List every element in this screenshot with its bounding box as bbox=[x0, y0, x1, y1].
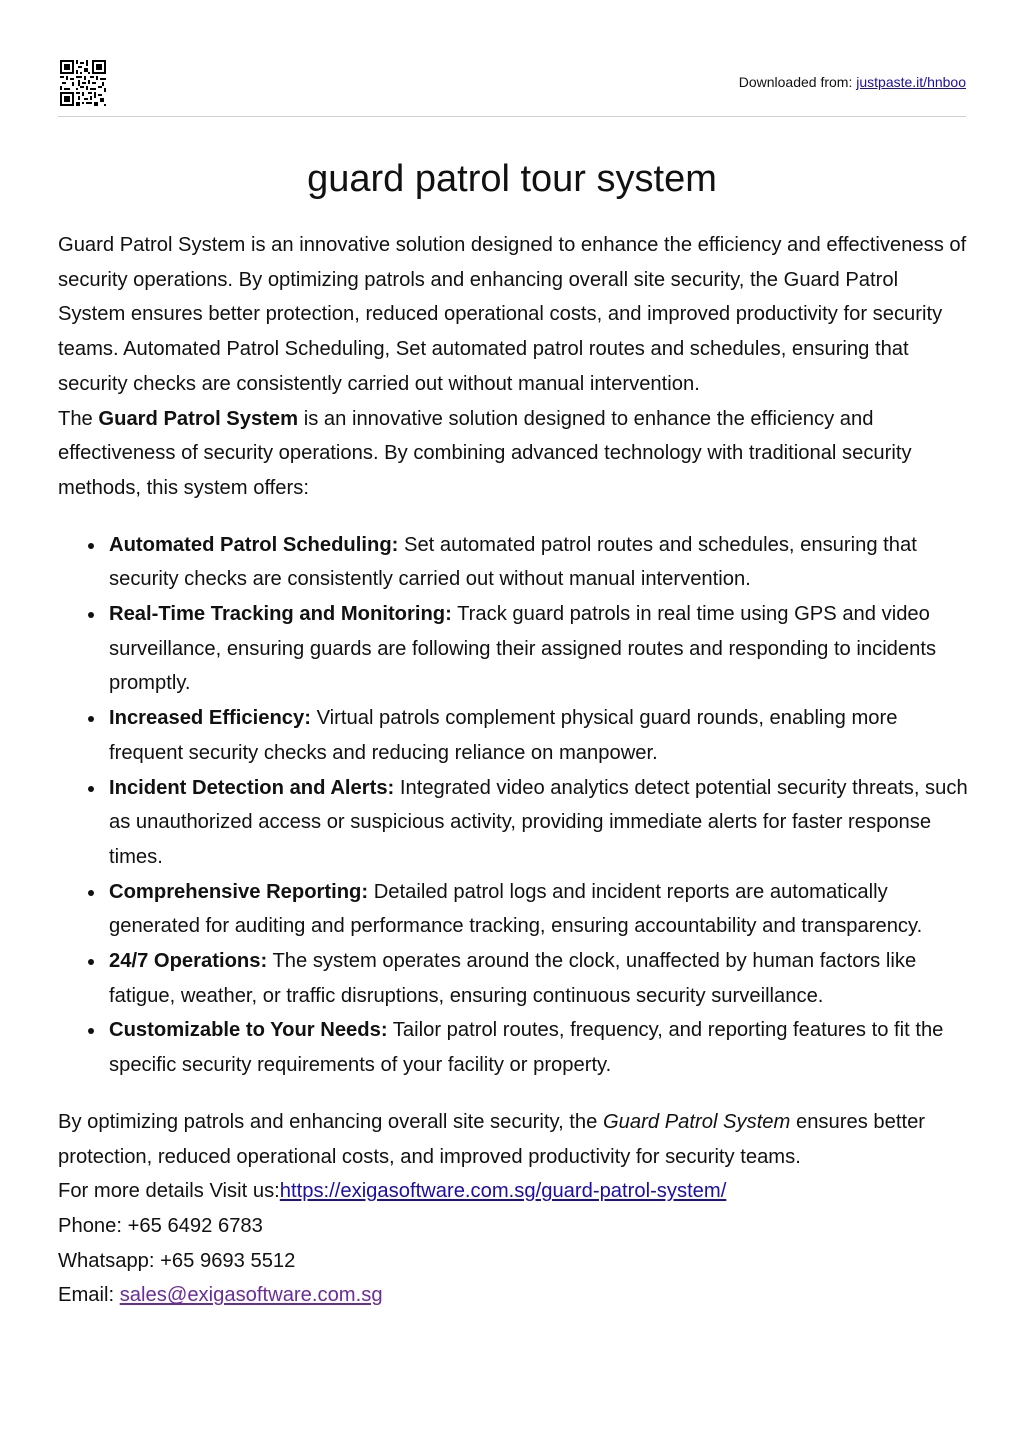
feature-title: Real-Time Tracking and Monitoring: bbox=[109, 603, 452, 626]
conclusion-paragraph bbox=[58, 1105, 970, 1174]
feature-title: Automated Patrol Scheduling: bbox=[109, 533, 399, 556]
list-item bbox=[109, 597, 970, 701]
feature-text: Tailor patrol routes, frequency, and reporting features to fit the specific security requirements of your facility or property. bbox=[109, 1019, 944, 1077]
page-header bbox=[58, 60, 966, 117]
intro-paragraph: Guard Patrol System is an innovative solution designed to enhance the efficiency and effectiveness of security operations. By optimizing patrols and enhancing overall site security, the Guard Patrol System ensures better protection, reduced operational costs, and improved productivity for security teams. Automated Patrol Scheduling, Set automated patrol routes and schedules, ensuring that security checks are consistently carried out without manual intervention. bbox=[58, 234, 967, 395]
overview-prefix: The bbox=[58, 407, 99, 430]
feature-title: Customizable to Your Needs: bbox=[109, 1019, 388, 1042]
qr-code-icon bbox=[60, 60, 106, 106]
details-line bbox=[58, 1174, 970, 1209]
downloaded-label: Downloaded from: bbox=[738, 74, 853, 90]
download-source bbox=[739, 74, 966, 90]
list-item bbox=[109, 944, 970, 1013]
list-item bbox=[109, 701, 970, 770]
conclusion-italic: Guard Patrol System bbox=[602, 1110, 791, 1133]
list-item bbox=[109, 1013, 970, 1082]
list-item bbox=[109, 771, 970, 875]
feature-title: 24/7 Operations: bbox=[109, 950, 268, 973]
article-body bbox=[58, 228, 970, 1313]
feature-text: Set automated patrol routes and schedules, ensuring that security checks are consistently carried out without manual intervention. bbox=[109, 533, 917, 591]
email-label: Email: bbox=[58, 1284, 120, 1307]
page-title: guard patrol tour system bbox=[307, 158, 717, 200]
details-label: For more details Visit us: bbox=[58, 1180, 280, 1203]
feature-text: Track guard patrols in real time using GPS and video surveillance, ensuring guards are following their assigned routes and responding to incidents promptly. bbox=[109, 603, 937, 695]
overview-rest: is an innovative solution designed to enhance the efficiency and effectiveness of security operations. By combining advanced technology with traditional security methods, this system offers: bbox=[58, 407, 912, 499]
whatsapp-line: Whatsapp: +65 9693 5512 bbox=[58, 1249, 296, 1272]
conclusion-rest: ensures better protection, reduced operational costs, and improved productivity for security teams. bbox=[58, 1110, 926, 1168]
feature-title: Increased Efficiency: bbox=[109, 707, 311, 730]
list-item bbox=[109, 875, 970, 944]
feature-text: Detailed patrol logs and incident reports are automatically generated for auditing and performance tracking, ensuring accountability and transparency. bbox=[109, 880, 923, 938]
overview-bold: Guard Patrol System bbox=[98, 407, 299, 430]
phone-line: Phone: +65 6492 6783 bbox=[58, 1214, 263, 1237]
email-line bbox=[58, 1278, 970, 1313]
feature-title: Comprehensive Reporting: bbox=[109, 880, 369, 903]
conclusion-prefix: By optimizing patrols and enhancing overall site security, the bbox=[58, 1110, 603, 1133]
feature-text: The system operates around the clock, unaffected by human factors like fatigue, weather, or traffic disruptions, ensuring continuous security surveillance. bbox=[109, 950, 917, 1007]
feature-text: Integrated video analytics detect potential security threats, such as unauthorized access or suspicious activity, providing immediate alerts for faster response times. bbox=[109, 776, 968, 868]
feature-text: Virtual patrols complement physical guard rounds, enabling more frequent security checks and reducing reliance on manpower. bbox=[109, 707, 898, 764]
source-link[interactable]: justpaste.it/hnboo bbox=[856, 74, 966, 90]
list-item bbox=[109, 528, 970, 597]
feature-title: Incident Detection and Alerts: bbox=[109, 776, 395, 799]
feature-list bbox=[58, 528, 970, 1083]
details-link[interactable]: https://exigasoftware.com.sg/guard-patrol-system/ bbox=[279, 1180, 727, 1203]
email-link[interactable]: sales@exigasoftware.com.sg bbox=[119, 1284, 383, 1307]
overview-paragraph bbox=[58, 402, 970, 506]
